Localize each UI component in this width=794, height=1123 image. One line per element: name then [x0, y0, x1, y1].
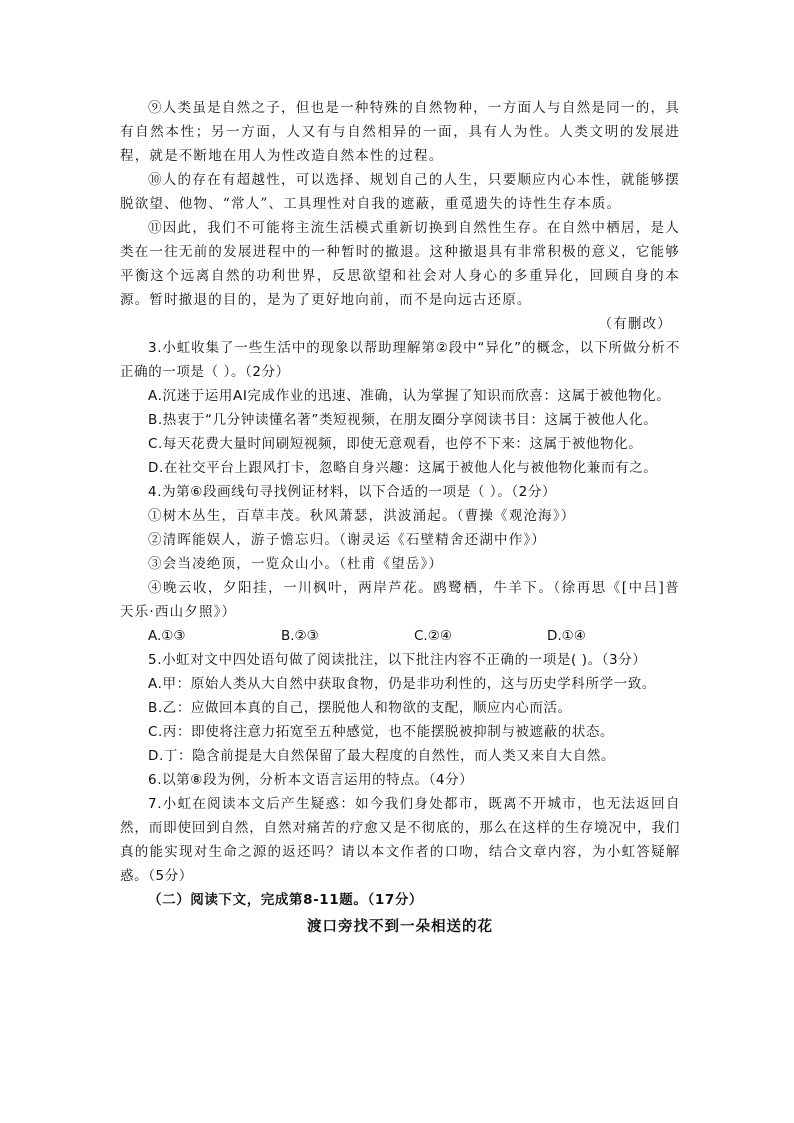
question-4-option-c: C.②④ [414, 628, 452, 644]
question-4-option-b: B.②③ [281, 628, 319, 644]
question-3-stem: 3.小虹收集了一些生活中的现象以帮助理解第②段中“异化”的概念，以下所做分析不正确的一项是（ ）。（2分） [120, 340, 680, 380]
article-title: 渡口旁找不到一朵相送的花 [307, 919, 493, 935]
section-2-heading: （二）阅读下文，完成第8-11题。（17分） [148, 892, 424, 908]
document-page [120, 96, 680, 940]
question-4-source-1: ①树木丛生，百草丰茂。秋风萧瑟，洪波涌起。（曹操《观沧海》） [148, 508, 576, 524]
question-7-stem: 7.小虹在阅读本文后产生疑惑：如今我们身处都市，既离不开城市，也无法返回自然，而即使回到自然，自然对痛苦的疗愈又是不彻底的，那么在这样的生存境况中，我们真的能实现对生命之源的返还吗？请以本文作者的口吻，结合文章内容，为小虹答疑解惑。（5分） [120, 796, 680, 884]
source-note: （有删改） [598, 316, 672, 332]
question-4-source-3: ③会当凌绝顶，一览众山小。（杜甫《望岳》） [148, 556, 444, 572]
question-5-stem: 5.小虹对文中四处语句做了阅读批注，以下批注内容不正确的一项是( )。（3分） [148, 652, 647, 668]
paragraph-9: ⑨人类虽是自然之子，但也是一种特殊的自然物种，一方面人与自然是同一的，具有自然本性；另一方面，人又有与自然相异的一面，具有人为性。人类文明的发展进程，就是不断地在用人为性改造自然本性的过程。 [120, 100, 680, 164]
question-5-option-a: A.甲：原始人类从大自然中获取食物，仍是非功利性的，这与历史学科所学一致。 [148, 676, 656, 692]
question-4-option-a: A.①③ [148, 628, 186, 644]
question-4-stem: 4.为第⑥段画线句寻找例证材料，以下合适的一项是（ ）。（2分） [148, 484, 557, 500]
question-5-option-b: B.乙：应做回本真的自己，摆脱他人和物欲的支配，顺应内心而活。 [148, 700, 572, 716]
question-3-option-b: B.热衷于“几分钟读懂名著”类短视频，在朋友圈分享阅读书目：这属于被他人化。 [148, 412, 658, 428]
question-4-option-d: D.①④ [547, 628, 586, 644]
question-3-option-d: D.在社交平台上跟风打卡，忽略自身兴趣：这属于被他人化与被他物化兼而有之。 [148, 460, 658, 476]
question-6-stem: 6.以第⑧段为例，分析本文语言运用的特点。（4分） [148, 772, 474, 788]
paragraph-11: ⑪因此，我们不可能将主流生活模式重新切换到自然性生存。在自然中栖居，是人类在一往无前的发展进程中的一种暂时的撤退。这种撤退具有非常积极的意义，它能够平衡这个远离自然的功利世界，反思欲望和社会对人身心的多重异化，回顾自身的本源。暂时撤退的目的，是为了更好地向前，而不是向远古还原。 [120, 220, 680, 308]
question-3-option-c: C.每天花费大量时间刷短视频，即使无意观看，也停不下来：这属于被他物化。 [148, 436, 643, 452]
paragraph-10: ⑩人的存在有超越性，可以选择、规划自己的人生，只要顺应内心本性，就能够摆脱欲望、他物、“常人”、工具理性对自我的遮蔽，重觅遗失的诗性生存本质。 [120, 172, 680, 212]
question-4-options [120, 624, 680, 648]
question-4-source-2: ②清晖能娱人，游子憺忘归。（谢灵运《石壁精舍还湖中作》） [148, 532, 547, 548]
question-4-source-4: ④晚云收，夕阳挂，一川枫叶，两岸芦花。鸥鹭栖，牛羊下。（徐再思《[中吕]普天乐·西山夕照》） [120, 580, 680, 620]
question-5-option-d: D.丁：隐含前提是大自然保留了最大程度的自然性，而人类又来自大自然。 [148, 748, 616, 764]
question-5-option-c: C.丙：即使将注意力拓宽至五种感觉，也不能摆脱被抑制与被遮蔽的状态。 [148, 724, 615, 740]
question-3-option-a: A.沉迷于运用AI完成作业的迅速、准确，认为掌握了知识而欣喜：这属于被他物化。 [148, 388, 671, 404]
